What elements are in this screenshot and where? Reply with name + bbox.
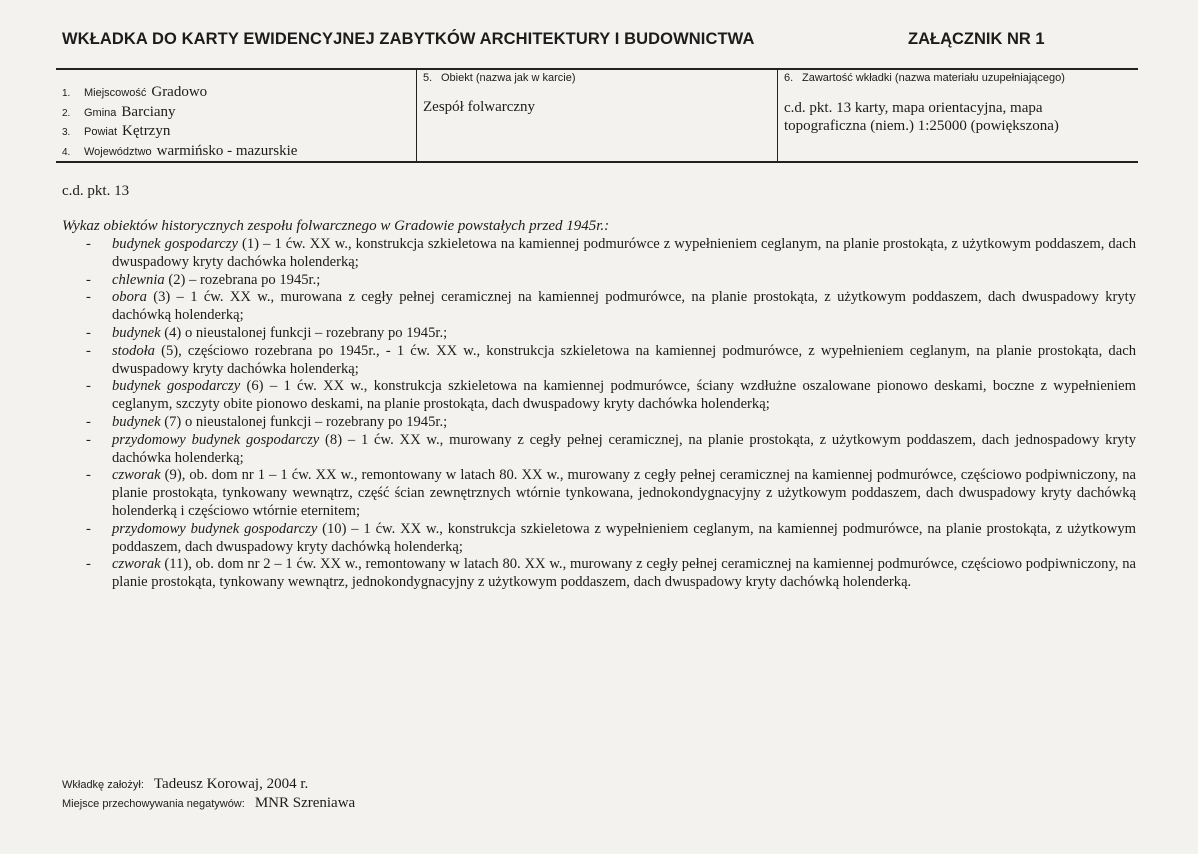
author-row — [62, 776, 355, 795]
item-name: chlewnia — [112, 271, 165, 288]
annex-number: ZAŁĄCZNIK NR 1 — [908, 30, 1045, 48]
content-line: c.d. pkt. 13 karty, mapa orientacyjna, mapa — [784, 100, 1043, 116]
field-county — [62, 123, 297, 143]
content-heading — [784, 72, 1065, 84]
object-value: Zespół folwarczny — [423, 99, 536, 115]
item-name: przydomowy budynek gospodarczy — [112, 431, 320, 448]
item-text: (2) – rozebrana po 1945r.; — [164, 271, 321, 288]
object-label: Obiekt (nazwa jak w karcie) — [441, 72, 576, 84]
column-divider — [777, 68, 778, 163]
item-text: (3) – 1 ćw. XX w., murowana z cegły pełnej ceramicznej na kamiennej podmurówce, na planie prostokąta, z użytkowym poddaszem, dach dwuspadowy kryty dachówką holenderką; — [112, 289, 1136, 324]
author-label: Wkładkę założył: — [62, 779, 144, 791]
item-text: (1) – 1 ćw. XX w., konstrukcja szkieletowa na kamiennej podmurówce z wypełnieniem ceglanym, na planie prostokąta, z użytkowym poddaszem, dach dwuspadowy kryty dachówka holenderką; — [112, 236, 1136, 270]
field-label: Miejscowość — [84, 87, 147, 99]
field-voivodeship — [62, 143, 297, 163]
item-name: czworak — [112, 467, 161, 484]
field-label: Gmina — [84, 106, 117, 119]
field-value: Barciany — [121, 103, 176, 120]
list-item: - budynek gospodarczy (6) – 1 ćw. XX w., konstrukcja szkieletowa na kamiennej podmurówce, ściany wzdłużne oszalowane pionowo deskami, boczne z wypełnieniem ceglanym, szczyty obite pionowo deskami, na planie prostokąta, dach dwuspadowy kryty dachówka holenderką; — [86, 378, 1136, 413]
object-heading — [423, 72, 576, 84]
field-label: Województwo — [84, 145, 152, 158]
item-text: (6) – 1 ćw. XX w., konstrukcja szkieletowa na kamiennej podmurówce, ściany wzdłużne oszalowane pionowo deskami, boczne z wypełnieniem ceglanym, szczyty obite pionowo deskami, na planie prostokąta, dach dwuspadowy kryty dachówka holenderką; — [112, 378, 1136, 413]
item-name: budynek — [112, 413, 161, 430]
field-value: warmińsko - mazurskie — [156, 142, 298, 159]
list-item: - stodoła (5), częściowo rozebrana po 1945r., - 1 ćw. XX w., konstrukcja szkieletowa na kamiennej podmurówce, z wypełnieniem ceglanym, na planie prostokąta, dach dwuspadowy kryty dachówka holenderką; — [86, 342, 1136, 377]
content-line: topograficzna (niem.) 1:25000 (powiększona) — [784, 118, 1059, 134]
list-item: - czworak (9), ob. dom nr 1 – 1 ćw. XX w., remontowany w latach 80. XX w., murowany z cegły pełnej ceramicznej na kamiennej podmurówce, częściowo podpiwniczony, na planie prostokąta, tynkowany wewnątrz, część ścian zewnętrznych wtórnie tynkowana, jednokondygnacyjny z użytkowym poddaszem, dach dwuspadowy kryty dachówką holenderką i częściowo wtórnie eternitem; — [86, 467, 1136, 519]
list-item: - przydomowy budynek gospodarczy (8) – 1 ćw. XX w., murowany z cegły pełnej ceramicznej, na planie prostokąta, z użytkowym poddaszem, dach jednospadowy kryty dachówka holenderką; — [86, 431, 1136, 466]
header-top-rule — [56, 68, 1138, 70]
object-number: 5. — [423, 72, 433, 84]
storage-value: MNR Szreniawa — [254, 795, 356, 811]
item-name: obora — [112, 289, 147, 306]
objects-list — [86, 236, 1136, 592]
field-number: 3. — [62, 127, 71, 138]
item-text: (5), częściowo rozebrana po 1945r., - 1 ćw. XX w., konstrukcja szkieletowa na kamiennej podmurówce, z wypełnieniem ceglanym, na planie prostokąta, dach dwuspadowy kryty dachówka holenderką; — [112, 342, 1136, 377]
field-locality — [62, 84, 297, 104]
item-name: przydomowy budynek gospodarczy — [112, 520, 318, 537]
item-name: budynek — [112, 324, 161, 341]
list-item: - budynek gospodarczy (1) – 1 ćw. XX w., konstrukcja szkieletowa na kamiennej podmurówce z wypełnieniem ceglanym, na planie prostokąta, z użytkowym poddaszem, dach dwuspadowy kryty dachówka holenderką; — [86, 236, 1136, 270]
item-text: (8) – 1 ćw. XX w., murowany z cegły pełnej ceramicznej, na planie prostokąta, z użytkowym poddaszem, dach jednospadowy kryty dachówka holenderką; — [112, 431, 1136, 466]
content-label: Zawartość wkładki (nazwa materiału uzupełniającego) — [802, 72, 1065, 84]
item-text: (11), ob. dom nr 2 – 1 ćw. XX w., remontowany w latach 80. XX w., murowany z cegły pełnej ceramicznej na kamiennej podmurówce, częściowo podpiwniczony, na planie prostokąta, tynkowany wewnątrz, jednokondygnacyjny z użytkowym poddaszem, dach dwuspadowy kryty dachówką holenderką. — [112, 556, 1136, 591]
page-title: WKŁADKA DO KARTY EWIDENCYJNEJ ZABYTKÓW ARCHITEKTURY I BUDOWNICTWA — [62, 30, 755, 48]
field-number: 4. — [62, 146, 71, 158]
column-divider — [416, 68, 417, 163]
storage-label: Miejsce przechowywania negatywów: — [62, 798, 245, 810]
list-item: - budynek (4) o nieustalonej funkcji – rozebrany po 1945r.; — [86, 324, 448, 341]
field-number: 1. — [62, 88, 71, 99]
list-item: - chlewnia (2) – rozebrana po 1945r.; — [86, 271, 321, 288]
item-text: (9), ob. dom nr 1 – 1 ćw. XX w., remontowany w latach 80. XX w., murowany z cegły pełnej ceramicznej na kamiennej podmurówce, częściowo podpiwniczony, na planie prostokąta, tynkowany wewnątrz, część ścian zewnętrznych wtórnie tynkowana, jednokondygnacyjny z użytkowym poddaszem, dach dwuspadowy kryty dachówką holenderką i częściowo wtórnie eternitem; — [112, 467, 1136, 519]
footer — [62, 776, 355, 814]
item-text: (10) – 1 ćw. XX w., konstrukcja szkieletowa z wypełnieniem ceglanym, na kamiennej podmurówce, na planie prostokąta, z użytkowym poddaszem, dach dwuspadowy kryty dachówką holenderką; — [112, 520, 1136, 555]
content-number: 6. — [784, 72, 794, 84]
item-name: budynek gospodarczy — [112, 378, 241, 395]
storage-row — [62, 795, 355, 814]
item-name: stodoła — [112, 342, 155, 359]
continuation-note: c.d. pkt. 13 — [62, 183, 130, 199]
item-name: budynek gospodarczy — [112, 236, 238, 252]
item-text: (7) o nieustalonej funkcji – rozebrany po 1945r.; — [160, 413, 448, 430]
list-item: - czworak (11), ob. dom nr 2 – 1 ćw. XX w., remontowany w latach 80. XX w., murowany z cegły pełnej ceramicznej na kamiennej podmurówce, częściowo podpiwniczony, na planie prostokąta, tynkowany wewnątrz, jednokondygnacyjny z użytkowym poddaszem, dach dwuspadowy kryty dachówką holenderką. — [86, 556, 1136, 591]
field-value: Kętrzyn — [122, 123, 171, 139]
field-value: Gradowo — [151, 84, 208, 100]
list-intro: Wykaz obiektów historycznych zespołu folwarcznego w Gradowie powstałych przed 1945r.: — [62, 218, 610, 234]
list-item: - budynek (7) o nieustalonej funkcji – rozebrany po 1945r.; — [86, 413, 448, 430]
list-item: - obora (3) – 1 ćw. XX w., murowana z cegły pełnej ceramicznej na kamiennej podmurówce, na planie prostokąta, z użytkowym poddaszem, dach dwuspadowy kryty dachówką holenderką; — [86, 289, 1136, 324]
author-value: Tadeusz Korowaj, 2004 r. — [153, 776, 309, 792]
field-number: 2. — [62, 107, 71, 119]
content-value — [784, 99, 1059, 135]
field-label: Powiat — [84, 126, 118, 138]
item-name: czworak — [112, 556, 161, 573]
location-fields — [62, 84, 297, 162]
item-text: (4) o nieustalonej funkcji – rozebrany po 1945r.; — [160, 324, 448, 341]
field-commune — [62, 104, 297, 124]
list-item: - przydomowy budynek gospodarczy (10) – 1 ćw. XX w., konstrukcja szkieletowa z wypełnieniem ceglanym, na kamiennej podmurówce, na planie prostokąta, z użytkowym poddaszem, dach dwuspadowy kryty dachówką holenderką; — [86, 520, 1136, 555]
